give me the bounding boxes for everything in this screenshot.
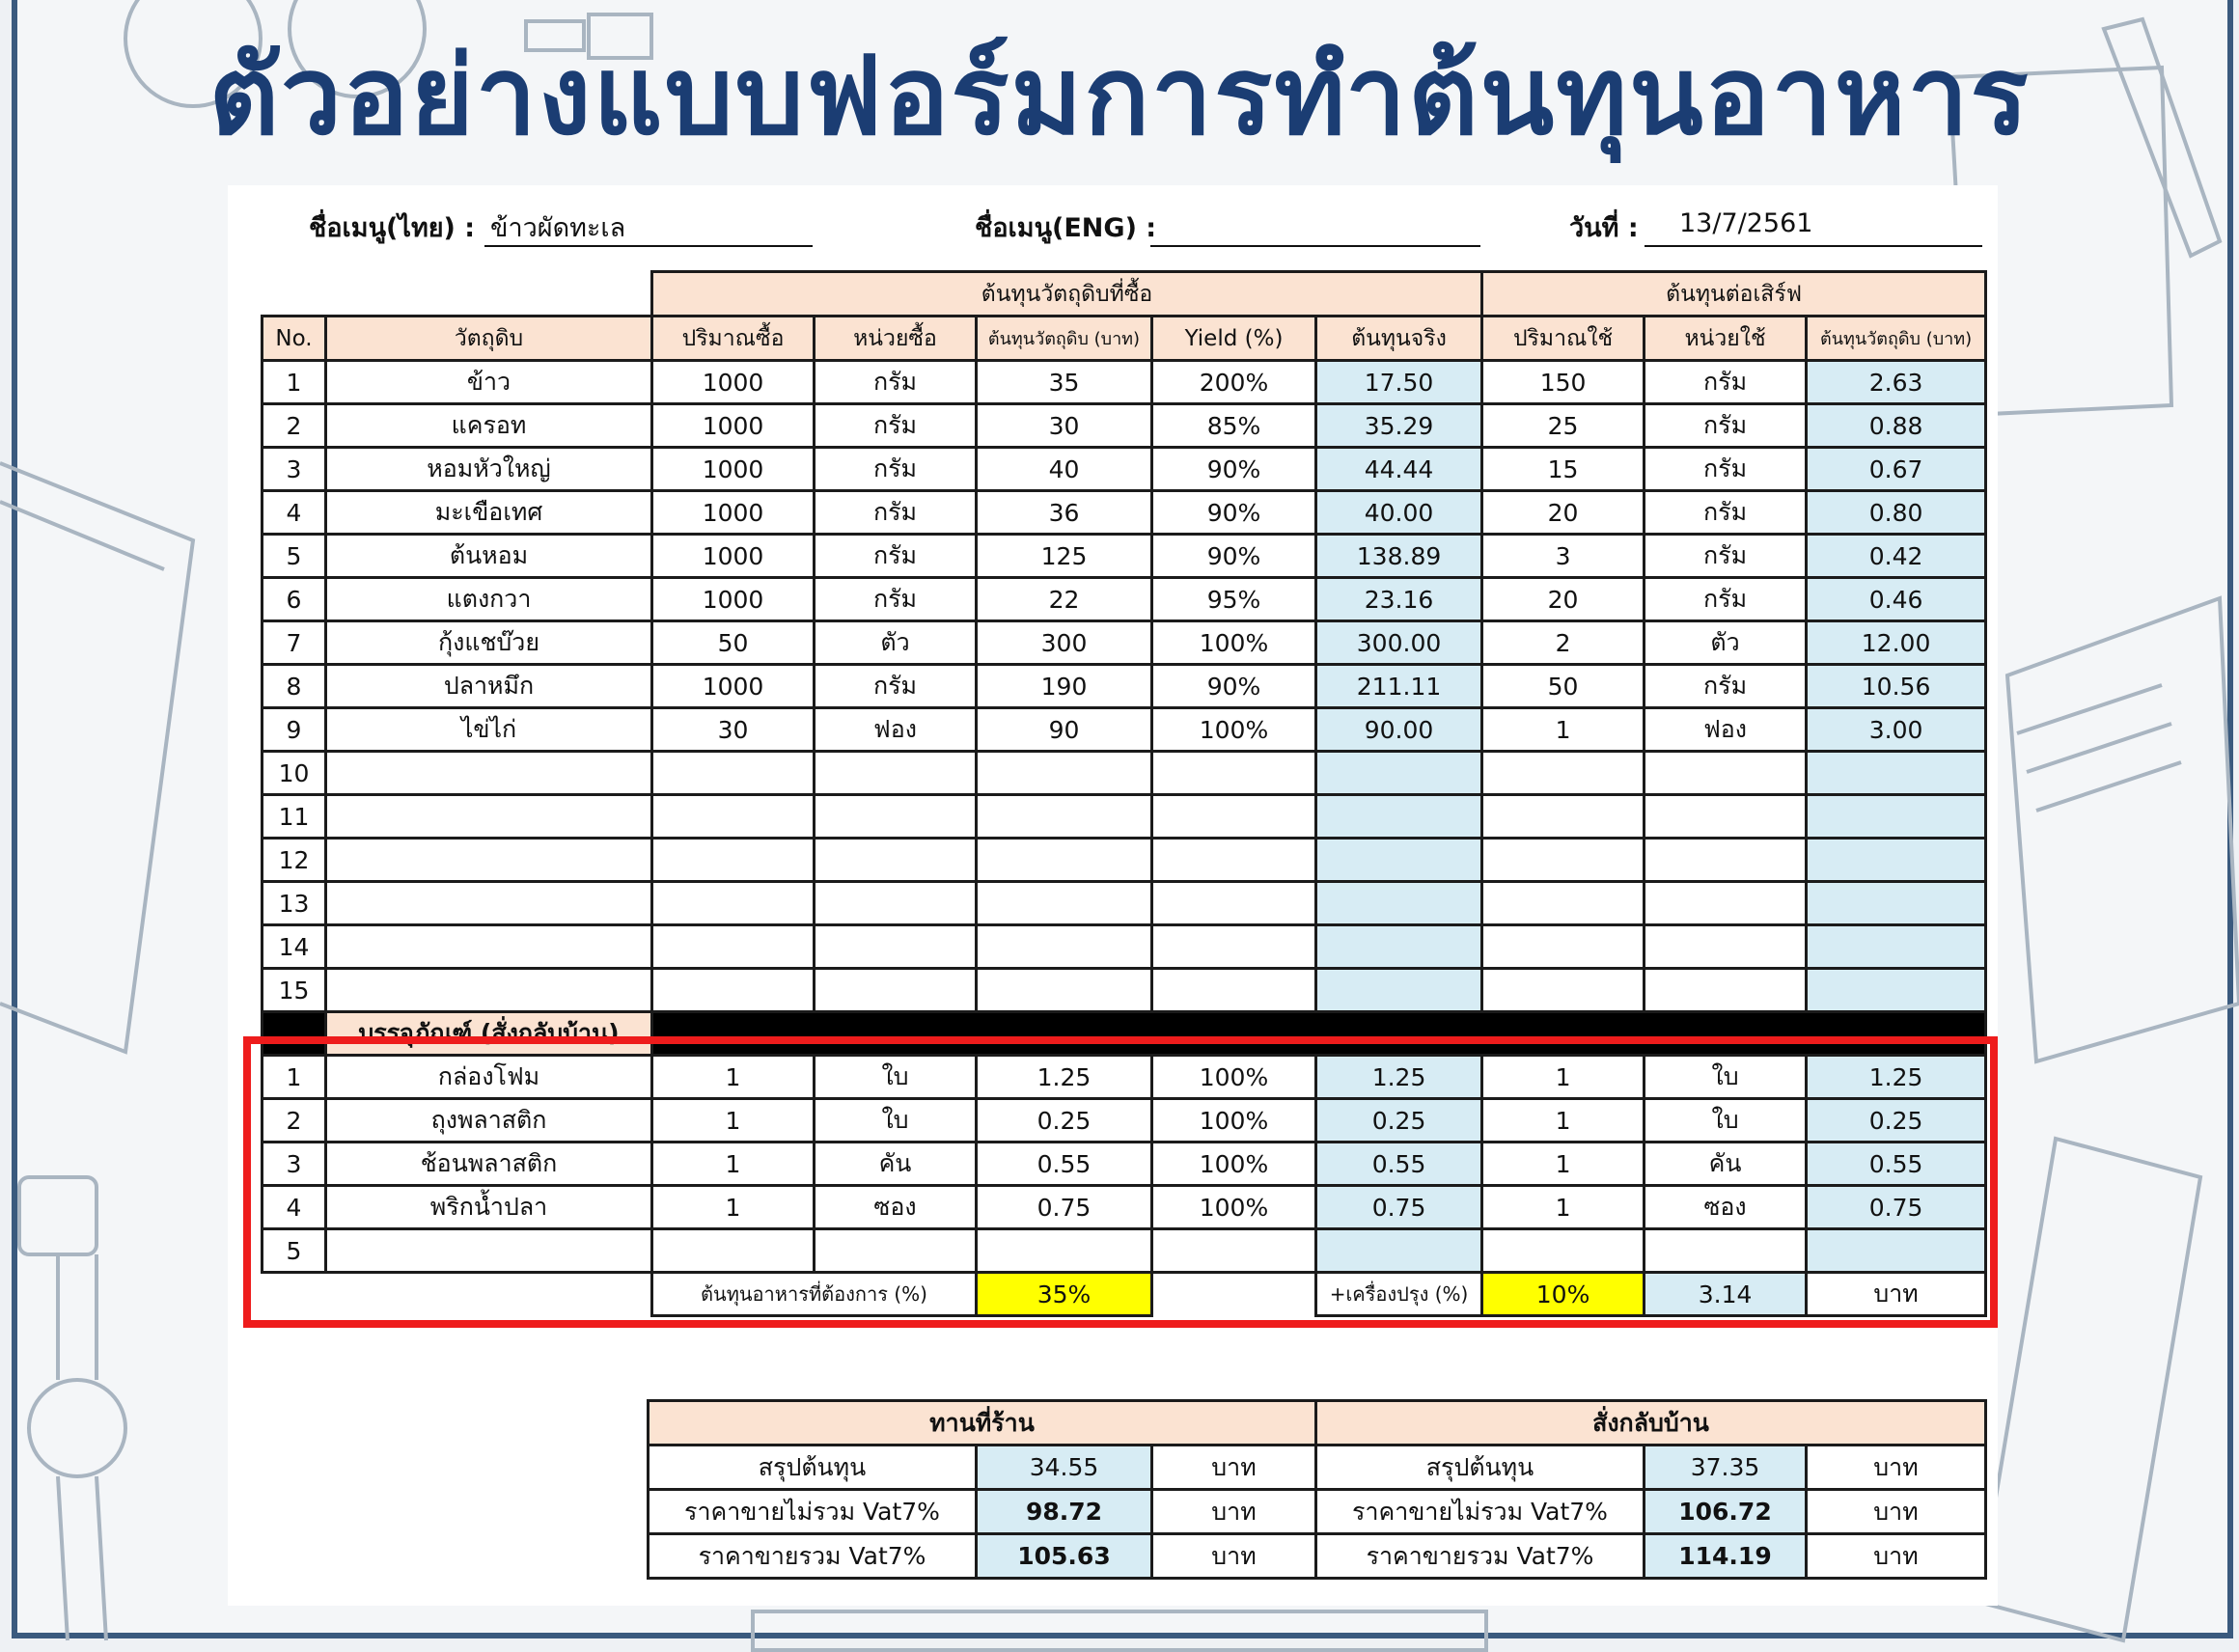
table-cell[interactable]: ฟอง	[1645, 708, 1807, 752]
table-cell[interactable]: 0.25	[1316, 1099, 1482, 1143]
table-cell[interactable]: 1.25	[977, 1056, 1152, 1099]
table-cell[interactable]: 0.75	[1807, 1186, 1986, 1229]
table-cell[interactable]: 50	[1482, 665, 1645, 708]
table-cell[interactable]: ซอง	[815, 1186, 977, 1229]
table-cell[interactable]	[326, 925, 652, 969]
table-cell[interactable]: กรัม	[1645, 665, 1807, 708]
table-cell[interactable]: 11	[263, 795, 326, 839]
table-cell[interactable]: 22	[977, 578, 1152, 621]
menu-en-label: ชื่อเมนู(ENG) :	[975, 213, 1157, 243]
table-cell[interactable]: 0.55	[1807, 1143, 1986, 1186]
table-cell[interactable]	[652, 969, 815, 1012]
table-cell[interactable]: 6	[263, 578, 326, 621]
table-cell[interactable]: ใบ	[1645, 1099, 1807, 1143]
table-cell[interactable]	[977, 795, 1152, 839]
table-cell[interactable]	[1482, 882, 1645, 925]
table-cell[interactable]	[1316, 925, 1482, 969]
table-cell[interactable]: 90%	[1152, 448, 1316, 491]
table-cell[interactable]	[326, 752, 652, 795]
table-cell[interactable]	[977, 882, 1152, 925]
table-cell[interactable]	[815, 969, 977, 1012]
dine-in-price-incvat-label: ราคาขายรวม Vat7%	[649, 1534, 977, 1579]
table-cell[interactable]: 44.44	[1316, 448, 1482, 491]
table-cell[interactable]: 300	[977, 621, 1152, 665]
table-cell[interactable]: 23.16	[1316, 578, 1482, 621]
dine-in-title: ทานที่ร้าน	[649, 1401, 1316, 1446]
table-cell[interactable]: ต้นหอม	[326, 535, 652, 578]
table-cell[interactable]: 4	[263, 491, 326, 535]
table-cell[interactable]: 1000	[652, 491, 815, 535]
column-header: Yield (%)	[1152, 317, 1316, 361]
dine-in-cost-unit: บาท	[1152, 1446, 1316, 1490]
table-cell[interactable]: 40	[977, 448, 1152, 491]
table-cell[interactable]	[1807, 795, 1986, 839]
table-cell[interactable]: 150	[1482, 361, 1645, 404]
table-row	[263, 404, 1986, 448]
table-row	[263, 795, 1986, 839]
table-cell[interactable]: 85%	[1152, 404, 1316, 448]
table-cell[interactable]: กรัม	[815, 665, 977, 708]
table-cell[interactable]: มะเขือเทศ	[326, 491, 652, 535]
table-cell[interactable]: กรัม	[1645, 491, 1807, 535]
table-cell[interactable]: 12	[263, 839, 326, 882]
table-cell[interactable]: ปลาหมึก	[326, 665, 652, 708]
table-cell[interactable]: 300.00	[1316, 621, 1482, 665]
group-header-purchase: ต้นทุนวัตถุดิบที่ซื้อ	[652, 272, 1482, 317]
takeaway-cost-value: 37.35	[1645, 1446, 1807, 1490]
column-header: ต้นทุนวัตถุดิบ (บาท)	[977, 317, 1152, 361]
table-cell[interactable]: ซอง	[1645, 1186, 1807, 1229]
table-row	[263, 535, 1986, 578]
dine-in-price-incvat-value: 105.63	[977, 1534, 1152, 1579]
table-cell[interactable]: 25	[1482, 404, 1645, 448]
table-cell[interactable]	[1316, 882, 1482, 925]
table-row	[263, 621, 1986, 665]
table-cell[interactable]: ฟอง	[815, 708, 977, 752]
table-cell[interactable]: 100%	[1152, 1099, 1316, 1143]
blank-corner	[263, 272, 652, 317]
table-cell[interactable]	[815, 882, 977, 925]
table-cell[interactable]	[1152, 925, 1316, 969]
table-row	[263, 361, 1986, 404]
table-cell[interactable]	[1482, 925, 1645, 969]
takeaway-price-exvat-value: 106.72	[1645, 1490, 1807, 1534]
takeaway-price-exvat-unit: บาท	[1807, 1490, 1986, 1534]
watch-doodle	[19, 1177, 97, 1254]
table-cell[interactable]: กรัม	[1645, 448, 1807, 491]
table-cell[interactable]	[1316, 752, 1482, 795]
table-cell[interactable]: 1	[652, 1099, 815, 1143]
table-cell[interactable]: 17.50	[1316, 361, 1482, 404]
table-cell[interactable]	[652, 752, 815, 795]
date-value[interactable]: 13/7/2561	[1679, 208, 1813, 238]
dine-in-price-incvat-unit: บาท	[1152, 1534, 1316, 1579]
table-cell[interactable]: 1	[652, 1186, 815, 1229]
table-cell[interactable]: 15	[263, 969, 326, 1012]
menu-th-label: ชื่อเมนู(ไทย) :	[309, 213, 476, 243]
column-header: หน่วยซื้อ	[815, 317, 977, 361]
table-cell[interactable]	[1316, 795, 1482, 839]
phone-doodle	[1978, 1139, 2200, 1640]
table-cell[interactable]: ใบ	[1645, 1056, 1807, 1099]
menu-en-underline	[1150, 245, 1480, 247]
table-cell[interactable]: 90.00	[1316, 708, 1482, 752]
table-cell[interactable]: 1000	[652, 665, 815, 708]
table-cell[interactable]: 1.25	[1316, 1056, 1482, 1099]
table-cell[interactable]: 138.89	[1316, 535, 1482, 578]
table-cell[interactable]	[652, 839, 815, 882]
table-cell[interactable]: 2	[1482, 621, 1645, 665]
table-cell[interactable]	[977, 752, 1152, 795]
table-cell[interactable]: 1000	[652, 535, 815, 578]
table-cell[interactable]: 20	[1482, 491, 1645, 535]
table-cell[interactable]: 1000	[652, 448, 815, 491]
column-header: ต้นทุนวัตถุดิบ (บาท)	[1807, 317, 1986, 361]
table-cell[interactable]: คัน	[1645, 1143, 1807, 1186]
table-cell[interactable]	[1316, 969, 1482, 1012]
table-cell[interactable]: 1000	[652, 404, 815, 448]
table-row	[263, 708, 1986, 752]
column-header: No.	[263, 317, 326, 361]
takeaway-price-incvat-value: 114.19	[1645, 1534, 1807, 1579]
table-cell[interactable]: 0.55	[977, 1143, 1152, 1186]
column-header: ปริมาณซื้อ	[652, 317, 815, 361]
date-underline	[1645, 245, 1982, 247]
table-cell[interactable]: 1	[1482, 1186, 1645, 1229]
table-cell[interactable]	[652, 882, 815, 925]
summary-table	[647, 1399, 1987, 1580]
column-header: ปริมาณใช้	[1482, 317, 1645, 361]
table-cell[interactable]: 3	[263, 448, 326, 491]
table-cell[interactable]: 12.00	[1807, 621, 1986, 665]
takeaway-cost-unit: บาท	[1807, 1446, 1986, 1490]
table-cell[interactable]	[1482, 969, 1645, 1012]
table-cell[interactable]: ตัว	[815, 621, 977, 665]
table-row	[263, 448, 1986, 491]
table-cell[interactable]: 9	[263, 708, 326, 752]
column-header: ต้นทุนจริง	[1316, 317, 1482, 361]
table-cell[interactable]: ข้าว	[326, 361, 652, 404]
tablet-doodle	[0, 463, 193, 1052]
table-cell[interactable]	[1645, 925, 1807, 969]
table-cell[interactable]	[1316, 839, 1482, 882]
table-cell[interactable]	[1482, 795, 1645, 839]
table-cell[interactable]: 2	[263, 1099, 326, 1143]
table-cell[interactable]	[1807, 839, 1986, 882]
table-cell[interactable]: 35.29	[1316, 404, 1482, 448]
table-cell[interactable]: 15	[1482, 448, 1645, 491]
table-cell[interactable]: กรัม	[1645, 535, 1807, 578]
table-cell[interactable]	[1482, 839, 1645, 882]
table-cell[interactable]: 100%	[1152, 1056, 1316, 1099]
table-cell[interactable]: กล่องโฟม	[326, 1056, 652, 1099]
table-cell[interactable]: 35	[977, 361, 1152, 404]
dine-in-price-exvat-value: 98.72	[977, 1490, 1152, 1534]
table-cell[interactable]	[326, 795, 652, 839]
table-row	[263, 839, 1986, 882]
table-cell[interactable]: กรัม	[1645, 404, 1807, 448]
table-cell[interactable]	[652, 795, 815, 839]
table-cell[interactable]: คัน	[815, 1143, 977, 1186]
menu-th-value[interactable]: ข้าวผัดทะเล	[490, 213, 626, 243]
table-cell[interactable]	[1152, 882, 1316, 925]
table-cell[interactable]: 100%	[1152, 708, 1316, 752]
table-cell[interactable]: 95%	[1152, 578, 1316, 621]
table-cell[interactable]: 1	[1482, 1099, 1645, 1143]
keyboard-doodle	[753, 1611, 1486, 1650]
table-cell[interactable]: กรัม	[815, 361, 977, 404]
table-cell[interactable]	[1807, 969, 1986, 1012]
table-cell[interactable]	[1807, 925, 1986, 969]
packaging-section-title: บรรจุภัณฑ์ (สั่งกลับบ้าน)	[326, 1012, 652, 1056]
table-cell[interactable]	[326, 839, 652, 882]
table-cell[interactable]	[1152, 839, 1316, 882]
table-cell[interactable]: พริกน้ำปลา	[326, 1186, 652, 1229]
table-cell[interactable]: 1	[1482, 708, 1645, 752]
table-cell[interactable]: 0.42	[1807, 535, 1986, 578]
table-cell[interactable]: 0.88	[1807, 404, 1986, 448]
table-cell[interactable]	[1152, 795, 1316, 839]
table-cell[interactable]: 1	[1482, 1056, 1645, 1099]
table-cell[interactable]: ตัว	[1645, 621, 1807, 665]
table-cell[interactable]: 3.00	[1807, 708, 1986, 752]
table-row	[263, 578, 1986, 621]
table-cell[interactable]: 100%	[1152, 621, 1316, 665]
table-cell[interactable]: 3	[263, 1143, 326, 1186]
table-cell[interactable]: ใบ	[815, 1099, 977, 1143]
table-cell[interactable]: 90%	[1152, 535, 1316, 578]
table-cell[interactable]: กรัม	[815, 535, 977, 578]
table-cell[interactable]: 13	[263, 882, 326, 925]
dine-in-price-exvat-label: ราคาขายไม่รวม Vat7%	[649, 1490, 977, 1534]
food-cost-label: ต้นทุนอาหารที่ต้องการ (%)	[652, 1273, 977, 1316]
table-cell[interactable]	[977, 969, 1152, 1012]
table-cell[interactable]: แตงกวา	[326, 578, 652, 621]
table-cell[interactable]: 40.00	[1316, 491, 1482, 535]
dine-in-cost-label: สรุปต้นทุน	[649, 1446, 977, 1490]
table-cell[interactable]: 1000	[652, 578, 815, 621]
table-cell[interactable]: 4	[263, 1186, 326, 1229]
table-row	[263, 665, 1986, 708]
table-cell[interactable]	[815, 925, 977, 969]
table-cell[interactable]	[1152, 969, 1316, 1012]
table-cell[interactable]: กุ้งแชบ๊วย	[326, 621, 652, 665]
table-cell[interactable]: 0.25	[1807, 1099, 1986, 1143]
table-cell[interactable]: 0.67	[1807, 448, 1986, 491]
takeaway-price-incvat-label: ราคาขายรวม Vat7%	[1316, 1534, 1645, 1579]
table-cell[interactable]: 0.75	[977, 1186, 1152, 1229]
seasoning-amount: 3.14	[1645, 1273, 1807, 1316]
menu-th-underline	[484, 245, 813, 247]
table-cell[interactable]: กรัม	[815, 448, 977, 491]
column-header: วัตถุดิบ	[326, 317, 652, 361]
table-cell[interactable]: 0.46	[1807, 578, 1986, 621]
table-cell[interactable]: 8	[263, 665, 326, 708]
group-header-serving: ต้นทุนต่อเสิร์ฟ	[1482, 272, 1986, 317]
table-cell[interactable]: 1	[1482, 1143, 1645, 1186]
seasoning-unit: บาท	[1807, 1273, 1986, 1316]
seasoning-value[interactable]: 10%	[1482, 1273, 1645, 1316]
table-cell[interactable]: กรัม	[1645, 578, 1807, 621]
table-cell[interactable]	[815, 795, 977, 839]
table-cell[interactable]: 0.80	[1807, 491, 1986, 535]
takeaway-price-exvat-label: ราคาขายไม่รวม Vat7%	[1316, 1490, 1645, 1534]
table-cell[interactable]	[1645, 969, 1807, 1012]
table-cell[interactable]: 30	[652, 708, 815, 752]
table-cell[interactable]: 1	[263, 1056, 326, 1099]
table-cell[interactable]	[815, 752, 977, 795]
table-cell[interactable]: 10	[263, 752, 326, 795]
dine-in-price-exvat-unit: บาท	[1152, 1490, 1316, 1534]
takeaway-price-incvat-unit: บาท	[1807, 1534, 1986, 1579]
table-cell[interactable]: กรัม	[815, 491, 977, 535]
table-cell[interactable]	[977, 925, 1152, 969]
takeaway-title: สั่งกลับบ้าน	[1316, 1401, 1986, 1446]
table-cell[interactable]: 211.11	[1316, 665, 1482, 708]
table-cell[interactable]	[815, 839, 977, 882]
table-cell[interactable]: ช้อนพลาสติก	[326, 1143, 652, 1186]
table-cell[interactable]	[977, 839, 1152, 882]
dine-in-cost-value: 34.55	[977, 1446, 1152, 1490]
book-doodle	[2007, 598, 2239, 1061]
table-cell[interactable]: 5	[263, 1229, 326, 1273]
table-cell[interactable]: ถุงพลาสติก	[326, 1099, 652, 1143]
table-cell[interactable]	[1152, 752, 1316, 795]
table-cell[interactable]: 7	[263, 621, 326, 665]
table-cell[interactable]	[1807, 882, 1986, 925]
table-cell[interactable]	[652, 925, 815, 969]
table-cell[interactable]: ใบ	[815, 1056, 977, 1099]
table-cell[interactable]: 100%	[1152, 1143, 1316, 1186]
table-cell[interactable]: 90%	[1152, 491, 1316, 535]
table-cell[interactable]: กรัม	[1645, 361, 1807, 404]
table-cell[interactable]: กรัม	[815, 404, 977, 448]
table-cell[interactable]: 1.25	[1807, 1056, 1986, 1099]
table-cell[interactable]: ไข่ไก่	[326, 708, 652, 752]
packaging-highlight-box	[243, 1036, 1998, 1328]
table-cell[interactable]	[1645, 882, 1807, 925]
table-row	[263, 491, 1986, 535]
seasoning-label: +เครื่องปรุง (%)	[1316, 1273, 1482, 1316]
table-cell[interactable]	[326, 969, 652, 1012]
table-cell[interactable]	[326, 882, 652, 925]
table-cell[interactable]: 1	[652, 1143, 815, 1186]
table-cell[interactable]: กรัม	[815, 578, 977, 621]
table-cell[interactable]: 0.25	[977, 1099, 1152, 1143]
table-row	[263, 969, 1986, 1012]
table-cell[interactable]: 5	[263, 535, 326, 578]
table-cell[interactable]	[1645, 795, 1807, 839]
table-row	[263, 882, 1986, 925]
table-cell[interactable]: 190	[977, 665, 1152, 708]
table-cell[interactable]: 36	[977, 491, 1152, 535]
food-cost-value[interactable]: 35%	[977, 1273, 1152, 1316]
column-header: หน่วยใช้	[1645, 317, 1807, 361]
ingredient-rows	[263, 361, 1986, 1012]
table-cell[interactable]: 100%	[1152, 1186, 1316, 1229]
table-cell[interactable]	[1482, 752, 1645, 795]
table-cell[interactable]: 10.56	[1807, 665, 1986, 708]
column-header-row	[263, 317, 1986, 361]
table-cell[interactable]	[1807, 752, 1986, 795]
date-label: วันที่ :	[1569, 213, 1639, 243]
table-cell[interactable]: แครอท	[326, 404, 652, 448]
table-cell[interactable]: 30	[977, 404, 1152, 448]
table-cell[interactable]: 20	[1482, 578, 1645, 621]
table-cell[interactable]: 14	[263, 925, 326, 969]
table-cell[interactable]: 1	[263, 361, 326, 404]
table-cell[interactable]: 2.63	[1807, 361, 1986, 404]
table-cell[interactable]	[1645, 752, 1807, 795]
table-cell[interactable]: 90%	[1152, 665, 1316, 708]
table-cell[interactable]: 2	[263, 404, 326, 448]
table-row	[263, 925, 1986, 969]
table-cell[interactable]	[1645, 839, 1807, 882]
takeaway-cost-label: สรุปต้นทุน	[1316, 1446, 1645, 1490]
table-cell[interactable]: 125	[977, 535, 1152, 578]
table-cell[interactable]: 0.75	[1316, 1186, 1482, 1229]
table-cell[interactable]: 50	[652, 621, 815, 665]
table-cell[interactable]: 1	[652, 1056, 815, 1099]
table-cell[interactable]: 200%	[1152, 361, 1316, 404]
table-cell[interactable]: 3	[1482, 535, 1645, 578]
table-cell[interactable]: หอมหัวใหญ่	[326, 448, 652, 491]
table-row	[263, 752, 1986, 795]
table-cell[interactable]: 0.55	[1316, 1143, 1482, 1186]
table-cell[interactable]: 1000	[652, 361, 815, 404]
page-title: ตัวอย่างแบบฟอร์มการทำต้นทุนอาหาร	[208, 34, 2031, 159]
table-cell[interactable]: 90	[977, 708, 1152, 752]
